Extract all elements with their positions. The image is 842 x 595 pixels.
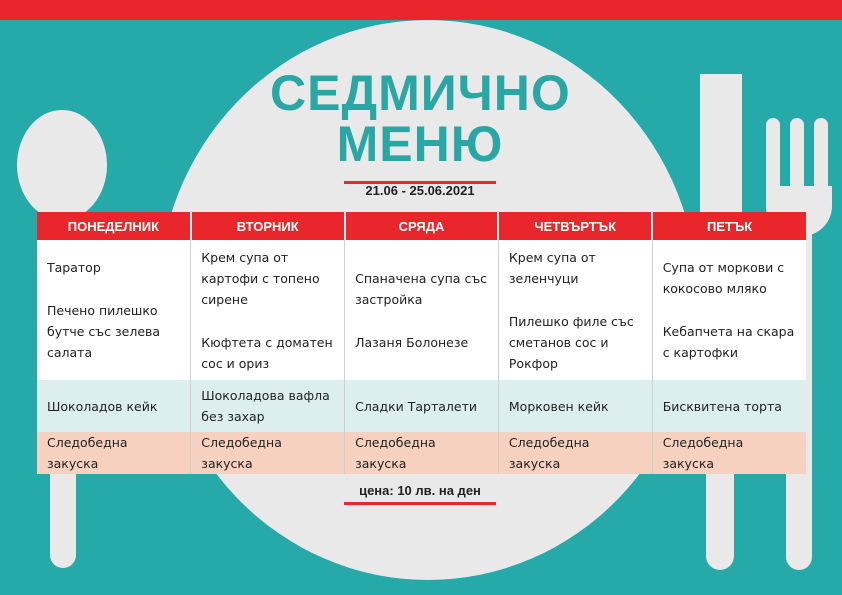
dessert-cell: Шоколадов кейк [37, 380, 191, 432]
fork-tine-illustration [790, 118, 804, 194]
soup-dish: Спаначена супа със застройка [355, 270, 488, 307]
dessert-cell: Сладки Тарталети [345, 380, 499, 432]
dessert-cell: Морковен кейк [498, 380, 652, 432]
main-dishes-cell [191, 240, 345, 380]
main-dish: Кебапчета на скара с картофки [662, 324, 795, 360]
snack-cell: Следобедна закуска [345, 432, 499, 474]
main-dishes-cell [652, 240, 806, 380]
snack-row [37, 432, 806, 474]
main-dish: Кюфтета с доматен сос и ориз [201, 334, 333, 371]
soup-dish: Таратор [47, 260, 101, 275]
menu-table [37, 212, 806, 474]
dessert-cell: Бисквитена торта [652, 380, 806, 432]
fork-tine-illustration [766, 118, 780, 194]
day-header-row [37, 212, 806, 240]
date-range: 21.06 - 25.06.2021 [365, 183, 475, 198]
snack-cell: Следобедна закуска [37, 432, 191, 474]
soup-dish: Крем супа от зеленчуци [508, 249, 596, 286]
dessert-row [37, 380, 806, 432]
fork-tine-illustration [814, 118, 828, 194]
main-dishes-cell [498, 240, 652, 380]
page-title-line1: СЕДМИЧНО [270, 65, 571, 121]
main-dish: Лазаня Болонезе [355, 334, 469, 350]
main-dishes-cell [345, 240, 499, 380]
main-dish: Пилешко филе със сметанов сос и Рокфор [508, 313, 634, 371]
soup-dish: Крем супа от картофи с топено сирене [201, 249, 320, 307]
price-underline [344, 502, 496, 505]
main-dishes-row [37, 240, 806, 380]
day-header-wednesday: СРЯДА [345, 212, 499, 240]
dessert-cell: Шоколадова вафла без захар [191, 380, 345, 432]
page-title-line2: МЕНЮ [336, 116, 504, 172]
main-dish: Печено пилешко бутче със зелева салата [47, 303, 161, 360]
snack-cell: Следобедна закуска [498, 432, 652, 474]
top-red-bar [0, 0, 842, 20]
snack-cell: Следобедна закуска [191, 432, 345, 474]
snack-cell: Следобедна закуска [652, 432, 806, 474]
day-header-monday: ПОНЕДЕЛНИК [37, 212, 191, 240]
soup-dish: Супа от моркови с кокосово мляко [662, 260, 785, 296]
day-header-friday: ПЕТЪК [652, 212, 806, 240]
day-header-tuesday: ВТОРНИК [191, 212, 345, 240]
day-header-thursday: ЧЕТВЪРТЪК [498, 212, 652, 240]
main-dishes-cell [37, 240, 191, 380]
price-label: цена: 10 лв. на ден [359, 483, 481, 498]
